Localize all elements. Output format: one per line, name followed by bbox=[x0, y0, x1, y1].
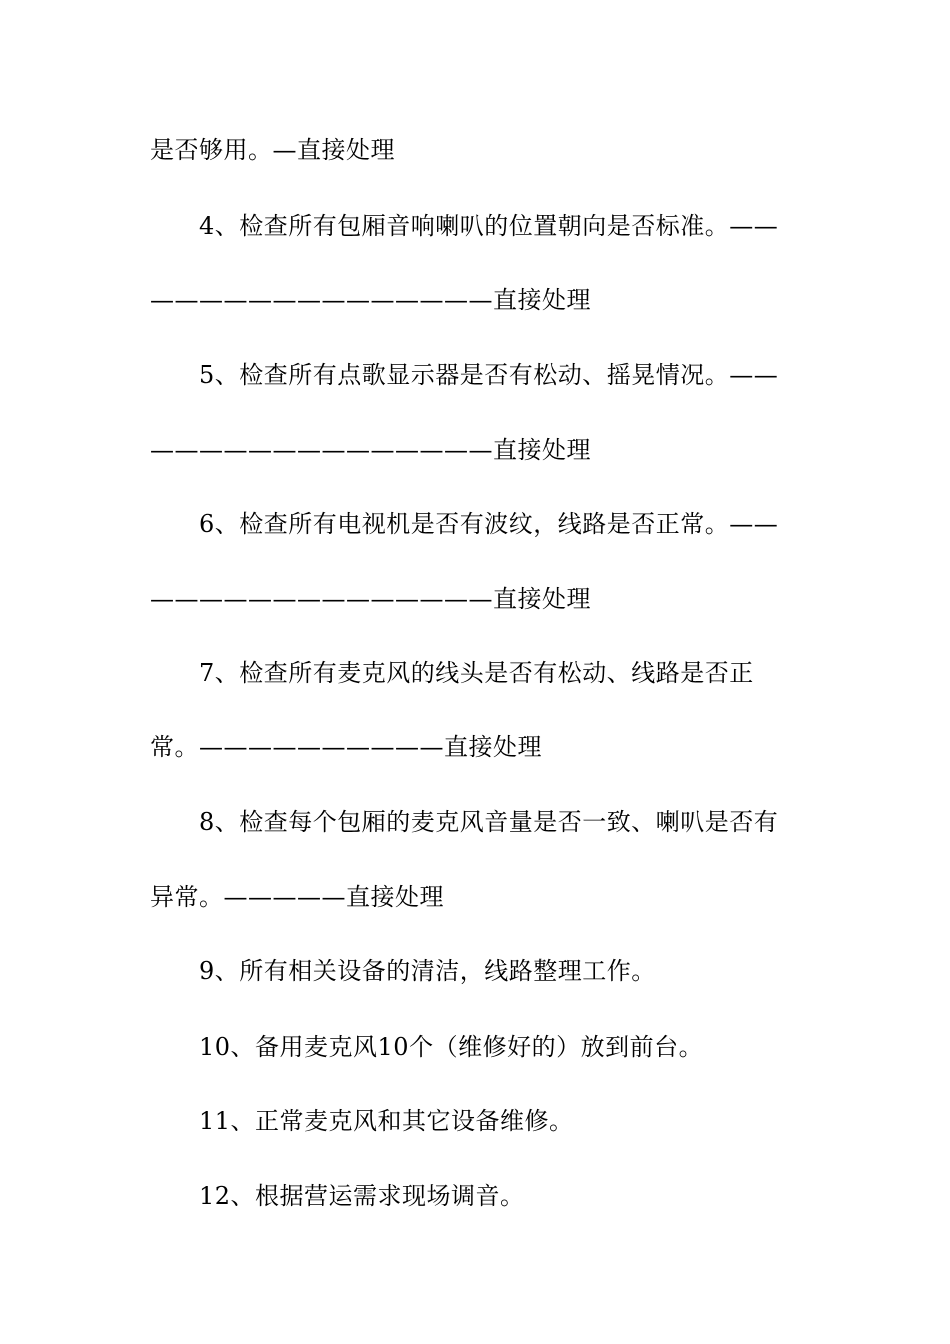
text-line-item-8: 8、检查每个包厢的麦克风音量是否一致、喇叭是否有 bbox=[199, 808, 779, 836]
text-line-item-8-cont: 异常。—————直接处理 bbox=[150, 883, 444, 911]
text-line-item-5: 5、检查所有点歌显示器是否有松动、摇晃情况。—— bbox=[199, 361, 779, 389]
text-line-item-6-cont: ——————————————直接处理 bbox=[150, 585, 591, 613]
text-line-item-4-cont: ——————————————直接处理 bbox=[150, 286, 591, 314]
text-line-item-4: 4、检查所有包厢音响喇叭的位置朝向是否标准。—— bbox=[199, 212, 779, 240]
text-line-continuation: 是否够用。—直接处理 bbox=[150, 136, 395, 164]
text-line-item-6: 6、检查所有电视机是否有波纹，线路是否正常。—— bbox=[199, 510, 779, 538]
text-line-item-11: 11、正常麦克风和其它设备维修。 bbox=[199, 1107, 574, 1135]
text-line-item-7-cont: 常。——————————直接处理 bbox=[150, 733, 542, 761]
text-line-item-7: 7、检查所有麦克风的线头是否有松动、线路是否正 bbox=[199, 659, 754, 687]
text-line-item-5-cont: ——————————————直接处理 bbox=[150, 436, 591, 464]
text-line-item-9: 9、所有相关设备的清洁，线路整理工作。 bbox=[199, 957, 656, 985]
text-line-item-12: 12、根据营运需求现场调音。 bbox=[199, 1182, 525, 1210]
text-line-item-10: 10、备用麦克风10个（维修好的）放到前台。 bbox=[199, 1033, 704, 1061]
